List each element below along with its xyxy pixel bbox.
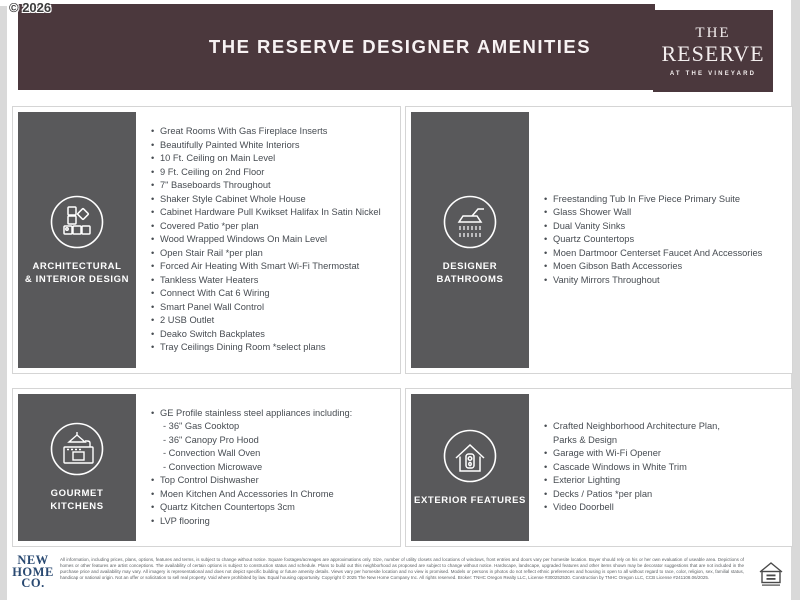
logo-line-home: HOME xyxy=(12,564,54,579)
amenity-text: - Convection Microwave xyxy=(163,461,263,472)
section-panel xyxy=(18,112,136,368)
amenity-text: Moen Dartmoor Centerset Faucet And Accessories xyxy=(553,247,763,258)
amenity-item xyxy=(544,233,792,247)
logo-line-new: NEW xyxy=(17,553,49,567)
brand-logo xyxy=(653,10,773,92)
amenity-text: Tray Ceilings Dining Room *select plans xyxy=(160,342,326,353)
amenity-text: Moen Gibson Bath Accessories xyxy=(553,261,683,272)
amenity-text: Glass Shower Wall xyxy=(553,207,632,218)
amenity-text: 9 Ft. Ceiling on 2nd Floor xyxy=(160,166,265,177)
amenity-item xyxy=(151,220,400,234)
logo-line-co: CO. xyxy=(21,576,45,590)
amenity-text: Covered Patio *per plan xyxy=(160,220,259,231)
amenity-item xyxy=(151,152,400,166)
amenity-text: Great Rooms With Gas Fireplace Inserts xyxy=(160,126,328,137)
house-doorbell-icon xyxy=(443,429,497,483)
amenity-item xyxy=(151,233,400,247)
amenity-text: Exterior Lighting xyxy=(553,475,621,486)
section-label-line2: BATHROOMS xyxy=(436,273,504,285)
amenity-list-exterior xyxy=(534,389,739,546)
amenity-text: Video Doorbell xyxy=(553,502,614,513)
section-label xyxy=(25,260,129,286)
bullet-dot: • xyxy=(544,193,548,204)
amenity-text: Beautifully Painted White Interiors xyxy=(160,139,300,150)
bullet-dot: • xyxy=(544,234,548,245)
amenity-item xyxy=(151,287,400,301)
amenity-item xyxy=(151,301,400,315)
amenity-text: 2 USB Outlet xyxy=(160,315,215,326)
section-panel xyxy=(411,112,529,368)
amenity-text: Cascade Windows in White Trim xyxy=(553,461,687,472)
bullet-dot: • xyxy=(544,261,548,272)
paint-swatches-icon xyxy=(50,195,104,249)
bullet-dot: • xyxy=(151,475,155,486)
section-label xyxy=(50,487,103,513)
amenity-text: Decks / Patios *per plan xyxy=(553,488,653,499)
amenity-text: Vanity Mirrors Throughout xyxy=(553,274,660,285)
bullet-dot: • xyxy=(151,207,155,218)
amenity-item xyxy=(151,515,400,529)
amenity-item xyxy=(544,193,792,207)
shower-head-icon xyxy=(443,195,497,249)
section-panel xyxy=(411,394,529,541)
amenity-text: Cabinet Hardware Pull Kwikset Halifax In Satin Nickel xyxy=(160,207,381,218)
bullet-dot: • xyxy=(151,328,155,339)
amenity-item xyxy=(151,193,400,207)
section-label-line1: ARCHITECTURAL xyxy=(32,260,122,272)
section-label-line1: EXTERIOR FEATURES xyxy=(414,494,526,506)
header-bar xyxy=(18,4,655,90)
bullet-dot: • xyxy=(151,220,155,231)
amenity-item xyxy=(151,139,400,153)
amenity-item xyxy=(151,274,400,288)
section-panel xyxy=(18,394,136,541)
copyright-year: © 2026 xyxy=(9,0,52,15)
amenity-item xyxy=(151,206,400,220)
amenity-item xyxy=(544,206,792,220)
amenity-item xyxy=(544,488,739,502)
bullet-dot: • xyxy=(151,234,155,245)
section-label-line2: & INTERIOR DESIGN xyxy=(24,273,130,285)
bullet-dot: • xyxy=(151,126,155,137)
amenity-item xyxy=(151,314,400,328)
amenity-item xyxy=(544,274,792,288)
amenity-text: Top Control Dishwasher xyxy=(160,475,259,486)
amenity-item xyxy=(544,260,792,274)
bullet-dot: • xyxy=(544,475,548,486)
amenity-item xyxy=(151,407,400,421)
amenity-item xyxy=(151,260,400,274)
bullet-dot: • xyxy=(544,502,548,513)
amenity-item xyxy=(151,125,400,139)
bullet-dot: • xyxy=(544,461,548,472)
section-designer-bathrooms xyxy=(405,106,793,374)
section-label xyxy=(414,494,526,507)
amenity-item xyxy=(151,461,400,475)
amenity-text: Freestanding Tub In Five Piece Primary Suite xyxy=(553,193,741,204)
amenity-text: Open Stair Rail *per plan xyxy=(160,247,263,258)
amenity-list-kitchens xyxy=(141,389,400,546)
amenity-item xyxy=(151,434,400,448)
amenity-text: - Convection Wall Oven xyxy=(163,448,261,459)
bullet-dot: • xyxy=(151,166,155,177)
page-left-edge xyxy=(0,6,7,600)
amenity-text: Smart Panel Wall Control xyxy=(160,301,265,312)
section-label-line2: KITCHENS xyxy=(50,501,104,512)
bullet-dot: • xyxy=(151,274,155,285)
amenity-list-bathrooms xyxy=(534,107,792,373)
brand-name-line1: THE xyxy=(695,25,731,41)
amenity-text: - 36" Canopy Pro Hood xyxy=(163,434,259,445)
bullet-dot: • xyxy=(151,301,155,312)
amenity-item xyxy=(151,166,400,180)
amenity-text: Crafted Neighborhood Architecture Plan, Parks & Design xyxy=(553,421,720,445)
amenity-text: 7" Baseboards Throughout xyxy=(160,180,271,191)
legal-disclaimer: All information, including prices, plans, options, features and terms, is subject to change without notice. Square footages/acreages are approximations only. Size, number of utility closets and locations of windows, front entries and doors vary per homesite location. Buyer should rely on his or her own evaluation of useable area. Depictions of homes or other features are artist conceptions. The availability of certain options is subject to construction status and schedule. Plans to build out this neighborhood as proposed are subject to change without notice. Hardscape, landscape, upgraded features and other items shown may be decorator suggestions that are not included in the purchase price and availability may vary. All imagery is representational and does not depict specific building or future amenity details. Views vary per homesite location and no view is promised. Models or persons in photos do not reflect ethnic preferences and housing is open to all without regard to race, color, religion, sex, familial status, handicap or national origin. Not an offer or solicitation to sell real property. Void where prohibited by law. Equal housing opportunity. Copyright © 2025 The New Home Company Inc. All rights reserved. Broker: TNHC Oregon Realty LLC, License #300252530. Construction by TNHC Oregon LLC, CCB License #241108.06/2025. xyxy=(60,557,744,580)
bullet-dot: • xyxy=(544,448,548,459)
amenity-item xyxy=(151,488,400,502)
amenity-item xyxy=(544,461,739,475)
amenity-item xyxy=(151,474,400,488)
amenity-list-architectural xyxy=(141,107,400,373)
section-exterior-features xyxy=(405,388,793,547)
bullet-dot: • xyxy=(544,488,548,499)
amenity-text: Shaker Style Cabinet Whole House xyxy=(160,193,306,204)
bullet-dot: • xyxy=(151,342,155,353)
amenity-item xyxy=(151,179,400,193)
brand-name-line2: RESERVE xyxy=(661,41,765,66)
bullet-dot: • xyxy=(544,274,548,285)
bullet-dot: • xyxy=(151,315,155,326)
amenity-text: Quartz Countertops xyxy=(553,234,635,245)
amenity-item xyxy=(151,447,400,461)
bullet-dot: • xyxy=(151,502,155,513)
amenity-text: GE Profile stainless steel appliances including: xyxy=(160,407,353,418)
amenity-text: - 36" Gas Cooktop xyxy=(163,421,240,432)
amenity-text: Tankless Water Heaters xyxy=(160,274,259,285)
bullet-dot: • xyxy=(151,407,155,418)
bullet-dot: • xyxy=(151,488,155,499)
amenity-text: Wood Wrapped Windows On Main Level xyxy=(160,234,328,245)
amenity-item xyxy=(151,501,400,515)
section-gourmet-kitchens xyxy=(12,388,401,547)
bullet-dot: • xyxy=(151,288,155,299)
bullet-dot: • xyxy=(544,220,548,231)
section-label-line1: DESIGNER xyxy=(442,260,498,272)
amenity-text: Garage with Wi-Fi Opener xyxy=(553,448,661,459)
section-label xyxy=(437,260,504,286)
amenity-text: Connect With Cat 6 Wiring xyxy=(160,288,270,299)
bullet-dot: • xyxy=(544,247,548,258)
amenity-item xyxy=(544,447,739,461)
brand-tagline: AT THE VINEYARD xyxy=(669,71,757,77)
amenity-item xyxy=(151,247,400,261)
section-label-line1: GOURMET xyxy=(50,488,104,499)
amenity-text: Quartz Kitchen Countertops 3cm xyxy=(160,502,295,513)
bullet-dot: • xyxy=(151,139,155,150)
section-architectural-interior-design xyxy=(12,106,401,374)
bullet-dot: • xyxy=(151,515,155,526)
amenity-text: 10 Ft. Ceiling on Main Level xyxy=(160,153,276,164)
amenity-item xyxy=(151,328,400,342)
bullet-dot: • xyxy=(544,207,548,218)
amenity-text: Moen Kitchen And Accessories In Chrome xyxy=(160,488,334,499)
kitchen-range-icon xyxy=(50,422,104,476)
new-home-co-logo xyxy=(10,555,56,590)
amenity-item xyxy=(544,220,792,234)
bullet-dot: • xyxy=(151,261,155,272)
bullet-dot: • xyxy=(544,421,548,432)
amenity-item xyxy=(544,474,739,488)
bullet-dot: • xyxy=(151,180,155,191)
bullet-dot: • xyxy=(151,153,155,164)
bullet-dot: • xyxy=(151,193,155,204)
equal-housing-opportunity-icon xyxy=(757,560,785,588)
amenity-item xyxy=(544,420,739,447)
amenity-item xyxy=(544,247,792,261)
amenity-text: Forced Air Heating With Smart Wi-Fi Thermostat xyxy=(160,261,360,272)
amenity-text: LVP flooring xyxy=(160,515,210,526)
amenity-text: Deako Switch Backplates xyxy=(160,328,265,339)
amenity-item xyxy=(151,420,400,434)
amenity-item xyxy=(151,341,400,355)
amenity-item xyxy=(544,501,739,515)
page-title: THE RESERVE DESIGNER AMENITIES xyxy=(208,36,592,57)
amenity-text: Dual Vanity Sinks xyxy=(553,220,626,231)
bullet-dot: • xyxy=(151,247,155,258)
